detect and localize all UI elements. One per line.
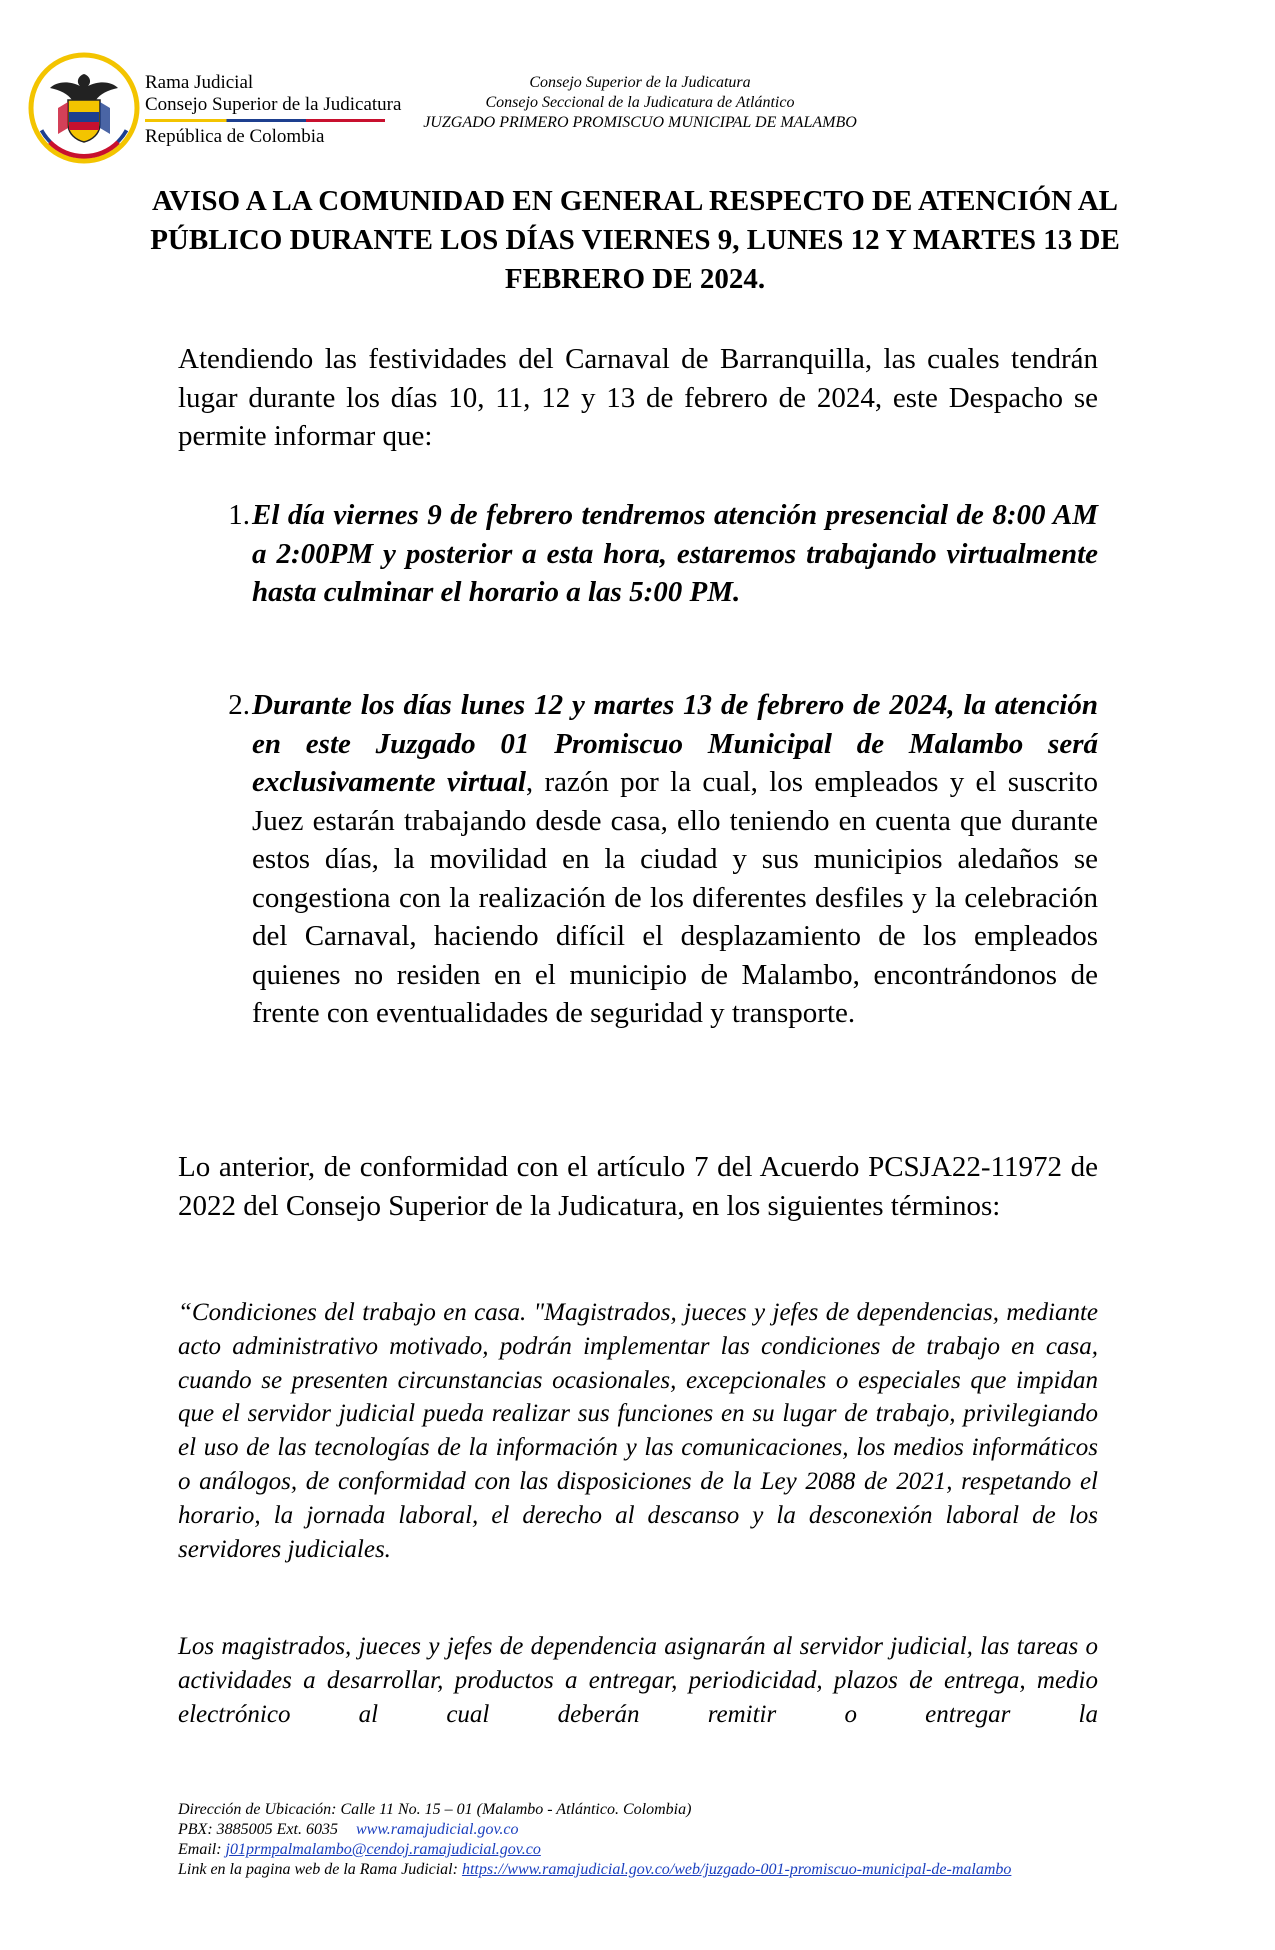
header-line-3: JUZGADO PRIMERO PROMISCUO MUNICIPAL DE MALAMBO	[423, 114, 857, 131]
footer-link-line	[178, 1860, 1098, 1880]
footer-email-label: Email:	[178, 1841, 222, 1858]
footer-link-label: Link en la pagina web de la Rama Judicial:	[178, 1861, 458, 1878]
list-item-1	[220, 496, 1098, 612]
list-item-text	[252, 496, 1098, 612]
list-item-rest-text: , razón por la cual, los empleados y el suscrito Juez estarán trabajando desde casa, ello teniendo en cuenta que durante estos días, la movilidad en la ciudad y sus municipios aledaños se congestiona con la realización de los diferentes desfiles y la celebración del Carnaval, haciendo difícil el desplazamiento de los empleados quienes no residen en el municipio de Malambo, encontrándonos de frente con eventualidades de seguridad y transporte.	[252, 766, 1098, 1029]
footer-email-line	[178, 1840, 1098, 1860]
list-item-text	[252, 686, 1098, 1033]
list-item-number: 1.	[228, 499, 250, 531]
header-line-1: Consejo Superior de la Judicatura	[529, 74, 751, 91]
org-line-republica: República de Colombia	[145, 126, 325, 147]
footer-pbx: PBX: 3885005 Ext. 6035	[178, 1821, 338, 1838]
rama-judicial-seal-icon	[28, 52, 140, 164]
header-line-2: Consejo Seccional de la Judicatura de Atlántico	[485, 94, 795, 111]
quote-paragraph-2: Los magistrados, jueces y jefes de dependencia asignarán al servidor judicial, las tareas o actividades a desarrollar, productos a entregar, periodicidad, plazos de entrega, medio electrónico al cual deberán remitir o entregar la	[178, 1633, 1098, 1728]
footer-website-link[interactable]: www.ramajudicial.gov.co	[355, 1821, 519, 1838]
footer-web-link[interactable]: https://www.ramajudicial.gov.co/web/juzgado-001-promiscuo-municipal-de-malambo	[461, 1861, 1012, 1878]
org-line-consejo: Consejo Superior de la Judicatura	[145, 94, 402, 115]
quote-paragraph-1: “Condiciones del trabajo en casa. "Magistrados, jueces y jefes de dependencias, mediante acto administrativo motivado, podrán implementar las condiciones de trabajo en casa, cuando se presenten circunstancias ocasionales, excepcionales o especiales que impidan que el servidor judicial pueda realizar sus funciones en su lugar de trabajo, privilegiando el uso de las tecnologías de la información y las comunicaciones, los medios informáticos o análogos, de conformidad con las disposiciones de la Ley 2088 de 2021, respetando el horario, la jornada laboral, el derecho al descanso y la desconexión laboral de los servidores judiciales.	[178, 1299, 1098, 1563]
legal-basis-paragraph: Lo anterior, de conformidad con el artículo 7 del Acuerdo PCSJA22-11972 de 2022 del Consejo Superior de la Judicatura, en los siguientes términos:	[178, 1151, 1098, 1222]
header-right-block	[360, 73, 920, 133]
intro-paragraph: Atendiendo las festividades del Carnaval de Barranquilla, las cuales tendrán lugar durante los días 10, 11, 12 y 13 de febrero de 2024, este Despacho se permite informar que:	[178, 343, 1098, 452]
list-item-number: 2.	[228, 689, 250, 721]
notice-title: AVISO A LA COMUNIDAD EN GENERAL RESPECTO DE ATENCIÓN AL PÚBLICO DURANTE LOS DÍAS VIERNES 9, LUNES 12 Y MARTES 13 DE FEBRERO DE 2024.	[150, 185, 1120, 295]
flag-color-rule	[145, 119, 385, 122]
org-line-rama: Rama Judicial	[145, 72, 254, 93]
footer-phone-line	[178, 1820, 1098, 1840]
list-item-bold-text: El día viernes 9 de febrero tendremos atención presencial de 8:00 AM a 2:00PM y posterior a esta hora, estaremos trabajando virtualmente hasta culminar el horario a las 5:00 PM.	[252, 499, 1098, 608]
list-item-2	[220, 686, 1098, 1033]
footer-contact	[178, 1800, 1098, 1880]
footer-address: Dirección de Ubicación: Calle 11 No. 15 – 01 (Malambo - Atlántico. Colombia)	[178, 1801, 692, 1818]
footer-email-link[interactable]: j01prmpalmalambo@cendoj.ramajudicial.gov.co	[225, 1841, 541, 1858]
list-item-bold-text: Durante los días lunes 12 y martes 13 de febrero de 2024, la atención en este Juzgado 01 Promiscuo Municipal de Malambo será exclusivamente virtual	[252, 689, 1098, 798]
